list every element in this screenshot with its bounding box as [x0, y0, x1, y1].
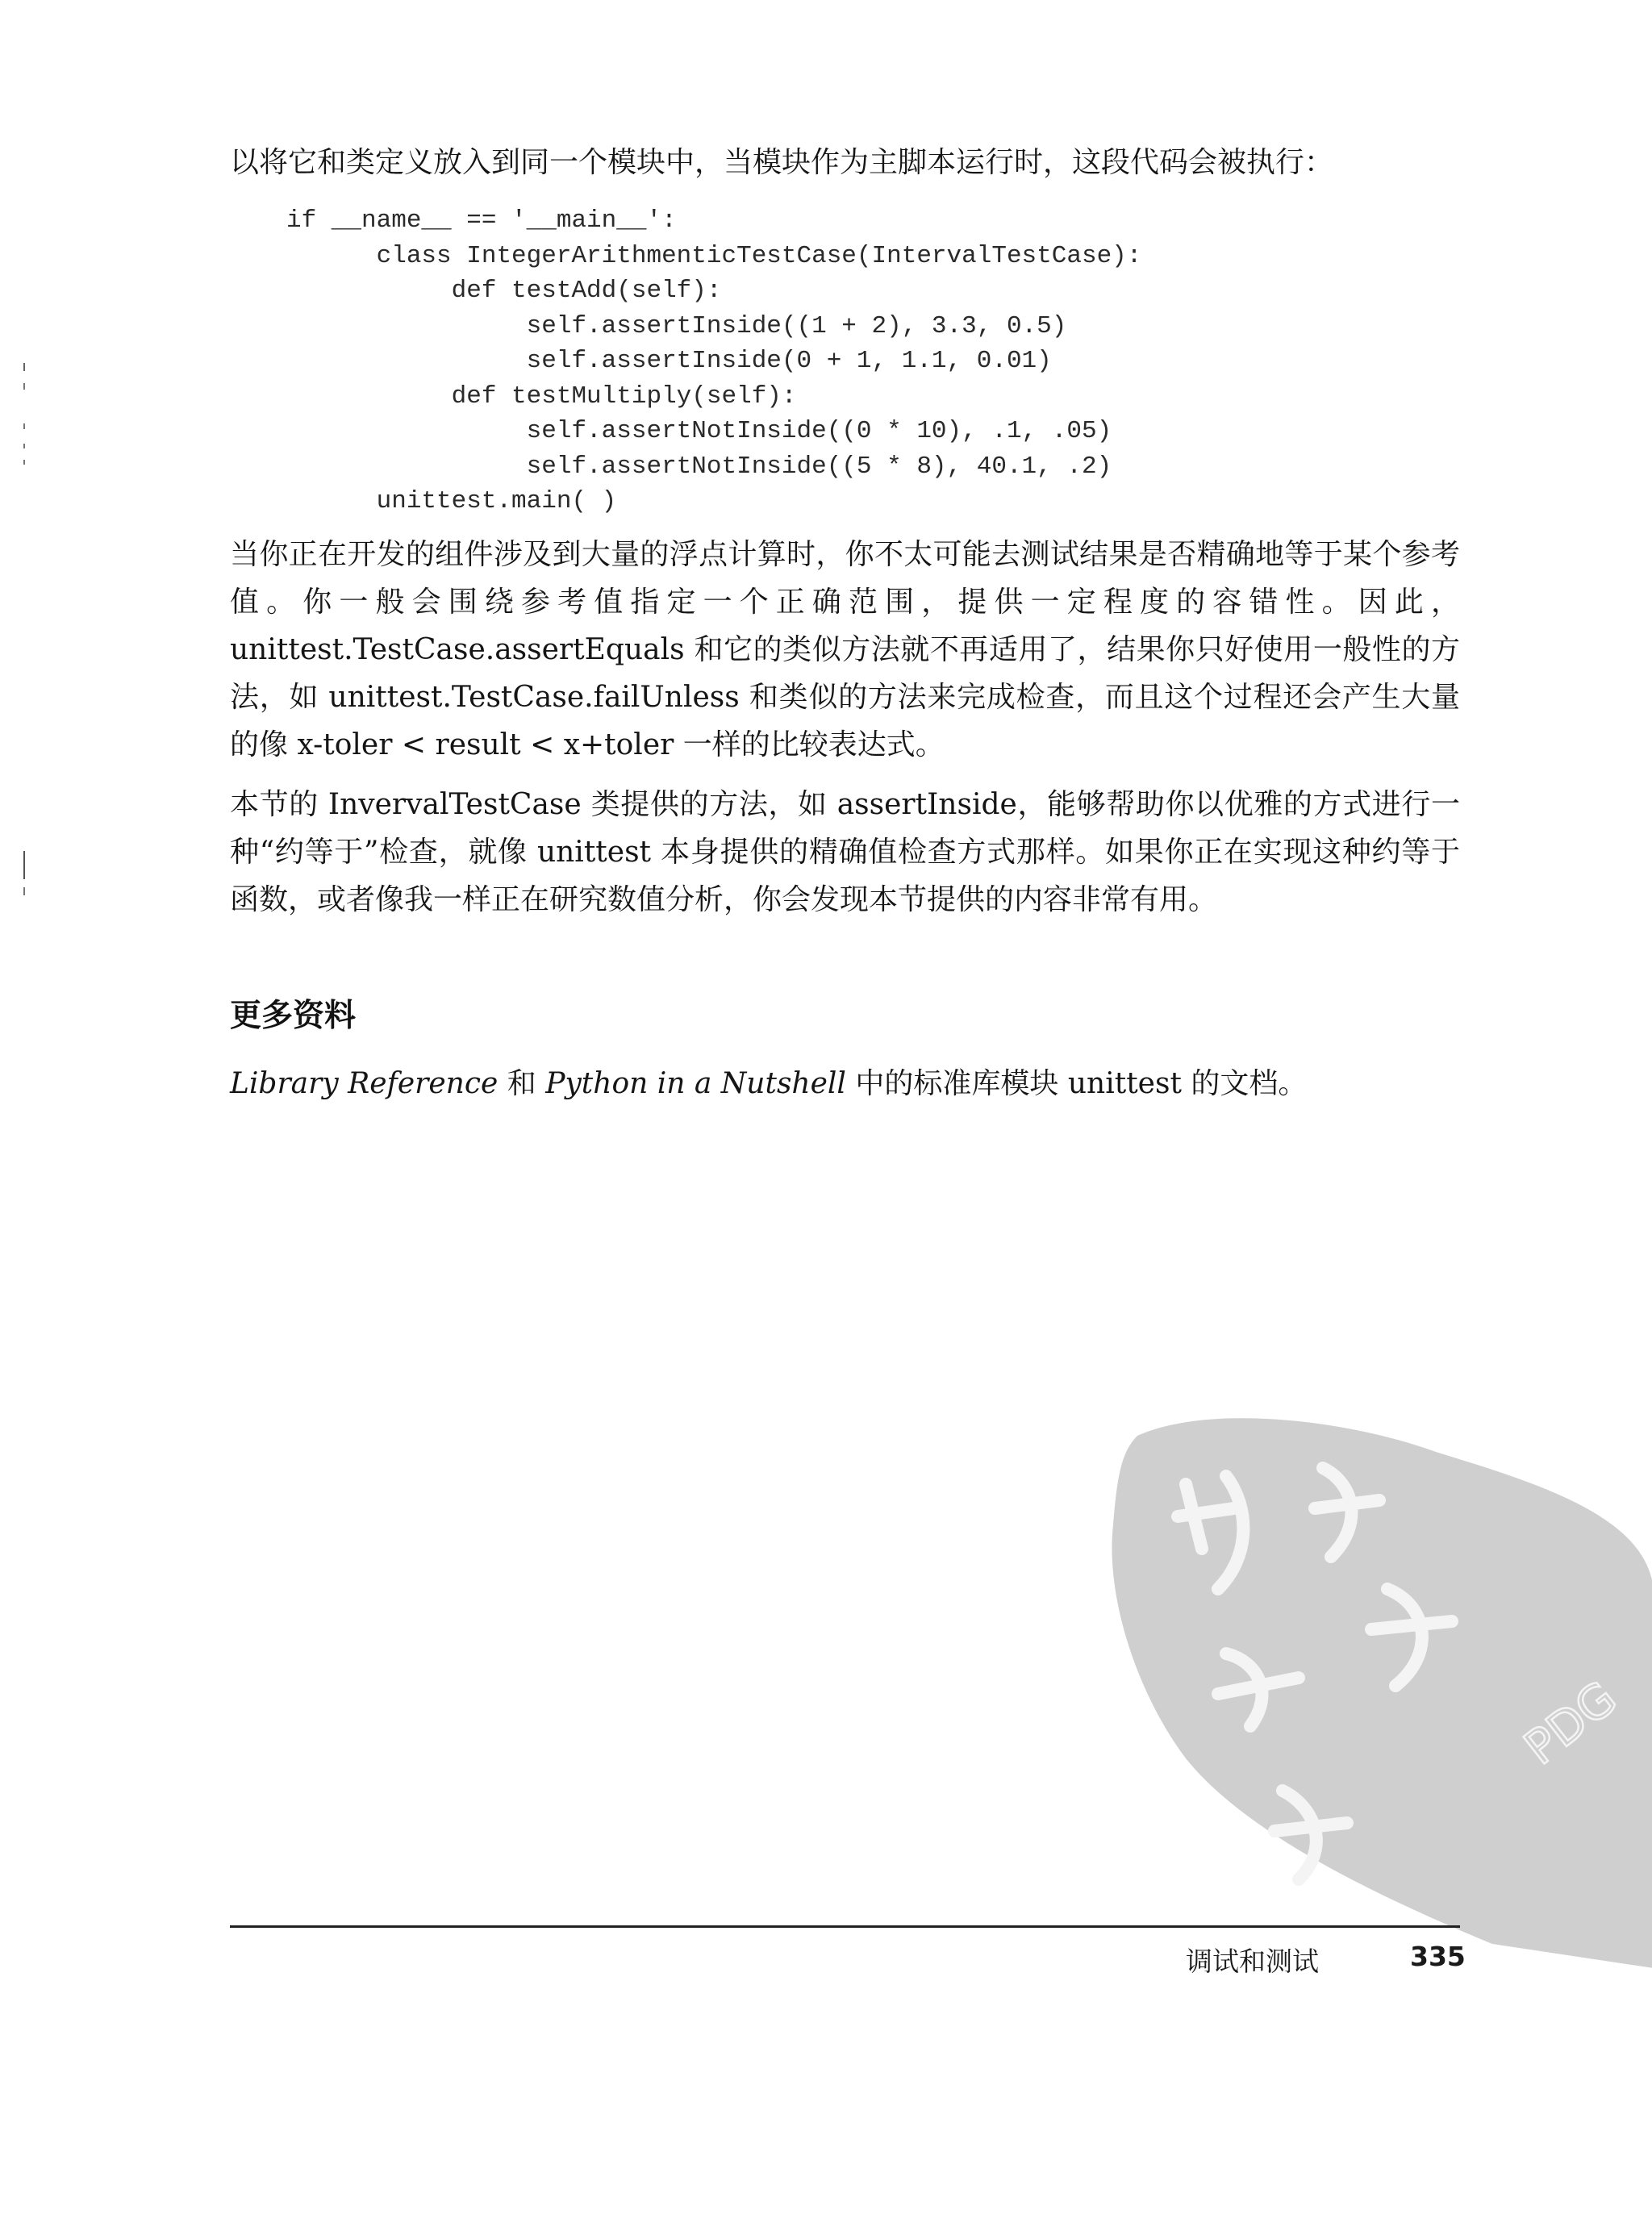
page-number: 335 — [1410, 1941, 1466, 1972]
stamp-text: PDG — [1513, 1670, 1627, 1776]
library-watermark-stamp — [1089, 1387, 1652, 1968]
discussion-paragraph-2: 本节的 InvervalTestCase 类提供的方法，如 assertInside，能够帮助你以优雅的方式进行一种“约等于”检查，就像 unittest 本身提供的精确值检查方式那样。如果你正在实现这种约等于函数，或者像我一样正在研究数值分析，你会发现本节提供的内容非常有用。 — [230, 788, 1460, 916]
footer-rule — [230, 1925, 1460, 1928]
code-line: def testMultiply(self): — [286, 382, 797, 411]
code-line: class IntegerArithmenticTestCase(IntervalTestCase): — [286, 241, 1142, 270]
reference-connector: 和 — [498, 1067, 546, 1100]
section-heading: 更多资料 — [230, 998, 357, 1034]
code-line: if __name__ == '__main__': — [286, 206, 677, 235]
code-line: self.assertNotInside((0 * 10), .1, .05) — [286, 417, 1112, 445]
code-line: unittest.main( ) — [286, 487, 617, 515]
code-line: def testAdd(self): — [286, 277, 722, 305]
reference-tail: 中的标准库模块 unittest 的文档。 — [845, 1067, 1308, 1100]
reference-title-1: Library Reference — [230, 1067, 499, 1100]
code-line: self.assertInside((1 + 2), 3.3, 0.5) — [286, 311, 1067, 340]
code-block — [286, 203, 1141, 519]
footer-section-title: 调试和测试 — [1186, 1946, 1319, 1977]
reference-title-2: Python in a Nutshell — [545, 1067, 846, 1100]
margin-scan-marks — [16, 363, 32, 911]
reference-paragraph — [230, 1060, 1460, 1107]
code-line: self.assertNotInside((5 * 8), 40.1, .2) — [286, 452, 1112, 481]
discussion-paragraph: 当你正在开发的组件涉及到大量的浮点计算时，你不太可能去测试结果是否精确地等于某个参考值。你一般会围绕参考值指定一个正确范围，提供一定程度的容错性。因此，unittest.TestCase.assertEquals 和它的类似方法就不再适用了，结果你只好使用一般性的方法，如 unittest.TestCase.failUnless 和类似的方法来完成检查，而且这个过程还会产生大量的像 x-toler < result < x+toler 一样的比较表达式。 — [230, 538, 1460, 761]
intro-paragraph: 以将它和类定义放入到同一个模块中，当模块作为主脚本运行时，这段代码会被执行： — [230, 146, 1334, 179]
code-line: self.assertInside(0 + 1, 1.1, 0.01) — [286, 347, 1052, 375]
